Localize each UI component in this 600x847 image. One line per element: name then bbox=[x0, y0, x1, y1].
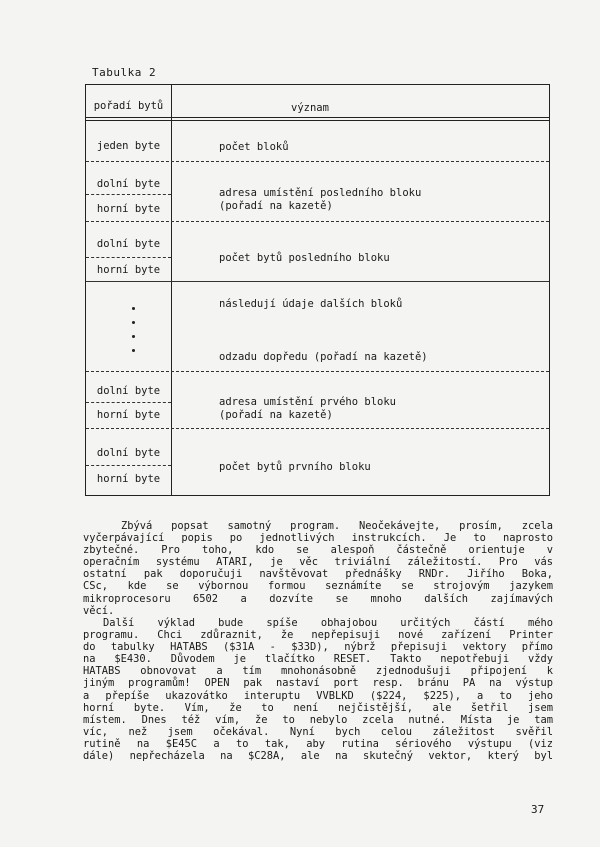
row2-right-2: (pořadí na kazetě) bbox=[219, 200, 333, 212]
text-line: mikroprocesoru 6502 a dozvíte se mnoho dalších zajímavých bbox=[83, 592, 553, 605]
text-line: do tabulky HATABS ($31A - $33D), nýbrž přepisuji vektory přímo bbox=[83, 641, 553, 654]
row4-right-2: odzadu dopředu (pořadí na kazetě) bbox=[219, 351, 428, 363]
text-line: jiným programům! OPEN pak nastaví port resp. bránu PA na výstup bbox=[83, 677, 553, 690]
row2-left-high: horní byte bbox=[96, 203, 161, 215]
row5-left-low: dolní byte bbox=[96, 385, 161, 397]
text-line: ostatní pak doporučuji navštěvovat přednášky RNDr. Jiřího Boka, bbox=[83, 568, 553, 581]
ellipsis-dot bbox=[132, 349, 135, 352]
row-separator bbox=[86, 428, 549, 429]
text-line: programu. Chci zdůraznit, že nepřepisuji nové zařízení Printer bbox=[83, 629, 553, 642]
text-line: operačním systému ATARI, je věc triviální záležitostí. Pro vás bbox=[83, 556, 553, 569]
row2-left-low: dolní byte bbox=[96, 178, 161, 190]
row-sub-separator bbox=[86, 194, 171, 195]
paragraph-1 bbox=[83, 520, 553, 617]
row6-right: počet bytů prvního bloku bbox=[219, 461, 371, 473]
block-layout-table bbox=[85, 84, 550, 496]
text-line: zbytečné. Pro toho, kdo se alespoň částečně orientuje v bbox=[83, 544, 553, 557]
row1-left: jeden byte bbox=[96, 140, 161, 152]
paragraph-2 bbox=[83, 617, 553, 762]
text-line: Zbývá popsat samotný program. Neočekávejte, prosím, zcela bbox=[121, 520, 553, 532]
ellipsis-dot bbox=[132, 307, 135, 310]
text-line: věcí. bbox=[83, 604, 115, 617]
row6-left-high: horní byte bbox=[96, 473, 161, 485]
row6-left-low: dolní byte bbox=[96, 447, 161, 459]
header-order: pořadí bytů bbox=[93, 100, 164, 112]
row3-left-high: horní byte bbox=[96, 264, 161, 276]
text-line: Další výklad bude spíše obhajobou určitých částí mého bbox=[103, 617, 553, 629]
text-line: dále) nepřecházela na $C28A, ale na skutečný vektor, který byl bbox=[83, 750, 553, 763]
row-separator bbox=[86, 371, 549, 372]
text-line: místem. Dnes též vím, že to nebylo zcela nutné. Místa je tam bbox=[83, 713, 553, 726]
text-line: na $E430. Důvodem je tlačítko RESET. Takto nepotřebuji vždy bbox=[83, 653, 553, 666]
row5-left-high: horní byte bbox=[96, 409, 161, 421]
row-sub-separator bbox=[86, 465, 171, 466]
page-number: 37 bbox=[531, 803, 545, 816]
row-separator bbox=[86, 161, 549, 162]
ellipsis-dot bbox=[132, 335, 135, 338]
header-separator bbox=[86, 117, 549, 121]
text-line: HATABS obnovovat a tím mnohonásobně zjednodušuji připojení k bbox=[83, 665, 553, 678]
text-line: rutině na $E45C a to tak, aby rutina sériového výstupu (viz bbox=[83, 737, 553, 750]
row5-right-1: adresa umístění prvého bloku bbox=[219, 396, 397, 408]
row-separator bbox=[86, 281, 549, 282]
row-sub-separator bbox=[86, 257, 171, 258]
column-divider bbox=[171, 85, 172, 495]
row3-left-low: dolní byte bbox=[96, 238, 161, 250]
table-caption: Tabulka 2 bbox=[92, 66, 157, 79]
text-line: a přepíše ukazovátko interuptu VVBLKD ($224, $225), a to jeho bbox=[83, 689, 553, 702]
row2-right-1: adresa umístění posledního bloku bbox=[219, 187, 422, 199]
row1-right: počet bloků bbox=[219, 141, 289, 153]
row4-right-1: následují údaje dalších bloků bbox=[219, 298, 403, 310]
row3-right: počet bytů posledního bloku bbox=[219, 252, 390, 264]
row5-right-2: (pořadí na kazetě) bbox=[219, 409, 333, 421]
ellipsis-dot bbox=[132, 321, 135, 324]
text-line: víc, než jsem očekával. Nyní bych celou záležitost svěřil bbox=[83, 725, 553, 738]
row-sub-separator bbox=[86, 402, 171, 403]
header-meaning: význam bbox=[291, 102, 329, 114]
text-line: horní byte. Vím, že to není nejčistější, ale šetřil jsem bbox=[83, 701, 553, 714]
row-separator bbox=[86, 221, 549, 222]
text-line: CSc, kde se výbornou formou seznámíte se strojovým jazykem bbox=[83, 580, 553, 593]
text-line: vyčerpávající popis po jednotlivých instrukcích. Je to naprosto bbox=[83, 532, 553, 545]
